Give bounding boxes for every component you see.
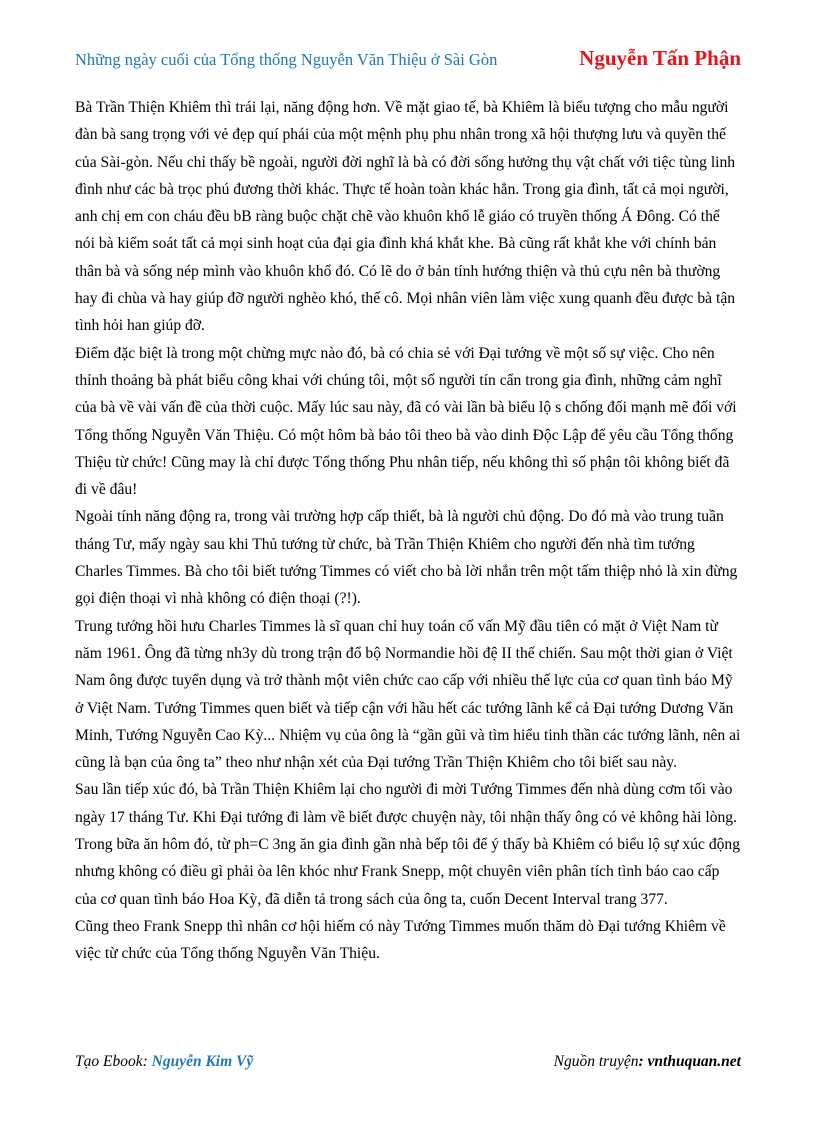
paragraph: Sau lần tiếp xúc đó, bà Trần Thiện Khiêm lại cho người đi mời Tướng Timmes đến nhà dùng cơm tối vào ngày 17 tháng Tư. Khi Đại tướng đi làm về biết được chuyện này, tôi nhận thấy ông có vẻ không hài lòng. Trong bữa ăn hôm đó, từ ph=C 3ng ăn gia đình gần nhà bếp tôi để ý thấy bà Khiêm có biểu lộ sự xúc động nhưng không có điều gì phải òa lên khóc như Frank Snepp, một chuyên viên phân tích tình báo cao cấp của cơ quan tình báo Hoa Kỳ, đã diễn tả trong sách của ông ta, cuốn Decent Interval trang 377. — [75, 781, 741, 908]
paragraph: Cũng theo Frank Snepp thì nhân cơ hội hiếm có này Tướng Timmes muốn thăm dò Đại tướng Khiêm về việc từ chức của Tổng thống Nguyễn Văn Thiệu. — [75, 917, 726, 963]
book-title: Những ngày cuối của Tổng thống Nguyễn Văn Thiệu ở Sài Gòn — [75, 50, 498, 69]
source-label: Nguồn truyện — [553, 1053, 639, 1070]
ebook-label: Tạo Ebook — [75, 1053, 143, 1070]
paragraph: Ngoài tính năng động ra, trong vài trường hợp cấp thiết, bà là người chủ động. Do đó mà vào trung tuần tháng Tư, mấy ngày sau khi Thủ tướng từ chức, bà Trần Thiện Khiêm cho người đến nhà tìm tướng Charles Timmes. Bà cho tôi biết tướng Timmes có viết cho bà lời nhắn trên một tấm thiệp nhỏ là xin đừng gọi điện thoại vì nhà không có điện thoại (?!). — [75, 508, 738, 608]
ebook-credit — [75, 1053, 253, 1071]
body-text — [75, 94, 743, 968]
page-header — [75, 46, 741, 78]
source-site: vnthuquan.net — [647, 1053, 741, 1070]
source-separator: : — [638, 1053, 648, 1070]
ebook-creator-name: Nguyễn Kim Vỹ — [151, 1053, 254, 1070]
paragraph: Bà Trần Thiện Khiêm thì trái lại, năng động hơn. Về mặt giao tế, bà Khiêm là biểu tượng cho mẫu người đàn bà sang trọng với vẻ đẹp quí phái của một mệnh phụ phu nhân trong xã hội thượng lưu và quyền thế của Sài-gòn. Nếu chỉ thấy bề ngoài, người đời nghĩ là bà có đời sống hưởng thụ vật chất với tiệc tùng linh đình như các bà trọc phú đương thời khác. Thực tế hoàn toàn khác hẳn. Trong gia đình, tất cả mọi người, anh chị em con cháu đều bB ràng buộc chặt chẽ vào khuôn khổ lễ giáo có truyền thống Á Đông. Có thể nói bà kiểm soát tất cả mọi sinh hoạt của đại gia đình khá khắt khe. Bà cũng rất khắt khe với chính bản thân bà và sống nép mình vào khuôn khổ đó. Có lẽ do ở bản tính hướng thiện và thủ cựu nên bà thường hay đi chùa và hay giúp đỡ người nghèo khó, thế cô. Mọi nhân viên làm việc xung quanh đều được bà tận tình hỏi han giúp đỡ. — [75, 99, 736, 335]
source-credit — [554, 1053, 741, 1071]
author-name: Nguyễn Tấn Phận — [579, 46, 741, 70]
paragraph: Trung tướng hồi hưu Charles Timmes là sĩ quan chỉ huy toán cố vấn Mỹ đầu tiên có mặt ở Việt Nam từ năm 1961. Ông đã từng nh3y dù trong trận đổ bộ Normandie hồi đệ II thế chiến. Sau một thời gian ở Việt Nam ông được tuyển dụng và trở thành một viên chức cao cấp với nhiều thế lực của cơ quan tình báo Mỹ ở Việt Nam. Tướng Timmes quen biết và tiếp cận với hầu hết các tướng lãnh kể cả Đại tướng Dương Văn Minh, Tướng Nguyễn Cao Kỳ... Nhiệm vụ của ông là “gần gũi và tìm hiểu tinh thần các tướng lãnh, nên ai cũng là bạn của ông ta” theo như nhận xét của Đại tướng Trần Thiện Khiêm cho tôi biết sau này. — [75, 617, 741, 772]
paragraph: Điểm đặc biệt là trong một chừng mực nào đó, bà có chia sẻ với Đại tướng về một số sự việc. Cho nên thỉnh thoảng bà phát biểu công khai với chúng tôi, một số người tín cẩn trong gia đình, những cảm nghĩ của bà về vài vấn đề của thời cuộc. Mấy lúc sau này, đã có vài lần bà biểu lộ s chống đối mạnh mẽ đối với Tổng thống Nguyễn Văn Thiệu. Có một hôm bà bảo tôi theo bà vào dinh Độc Lập để yêu cầu Tổng thống Thiệu từ chức! Cũng may là chỉ được Tổng thống Phu nhân tiếp, nếu không thì số phận tôi không biết đã đi về đâu! — [75, 344, 737, 499]
page-footer — [75, 1053, 741, 1071]
ebook-separator: : — [142, 1053, 152, 1070]
